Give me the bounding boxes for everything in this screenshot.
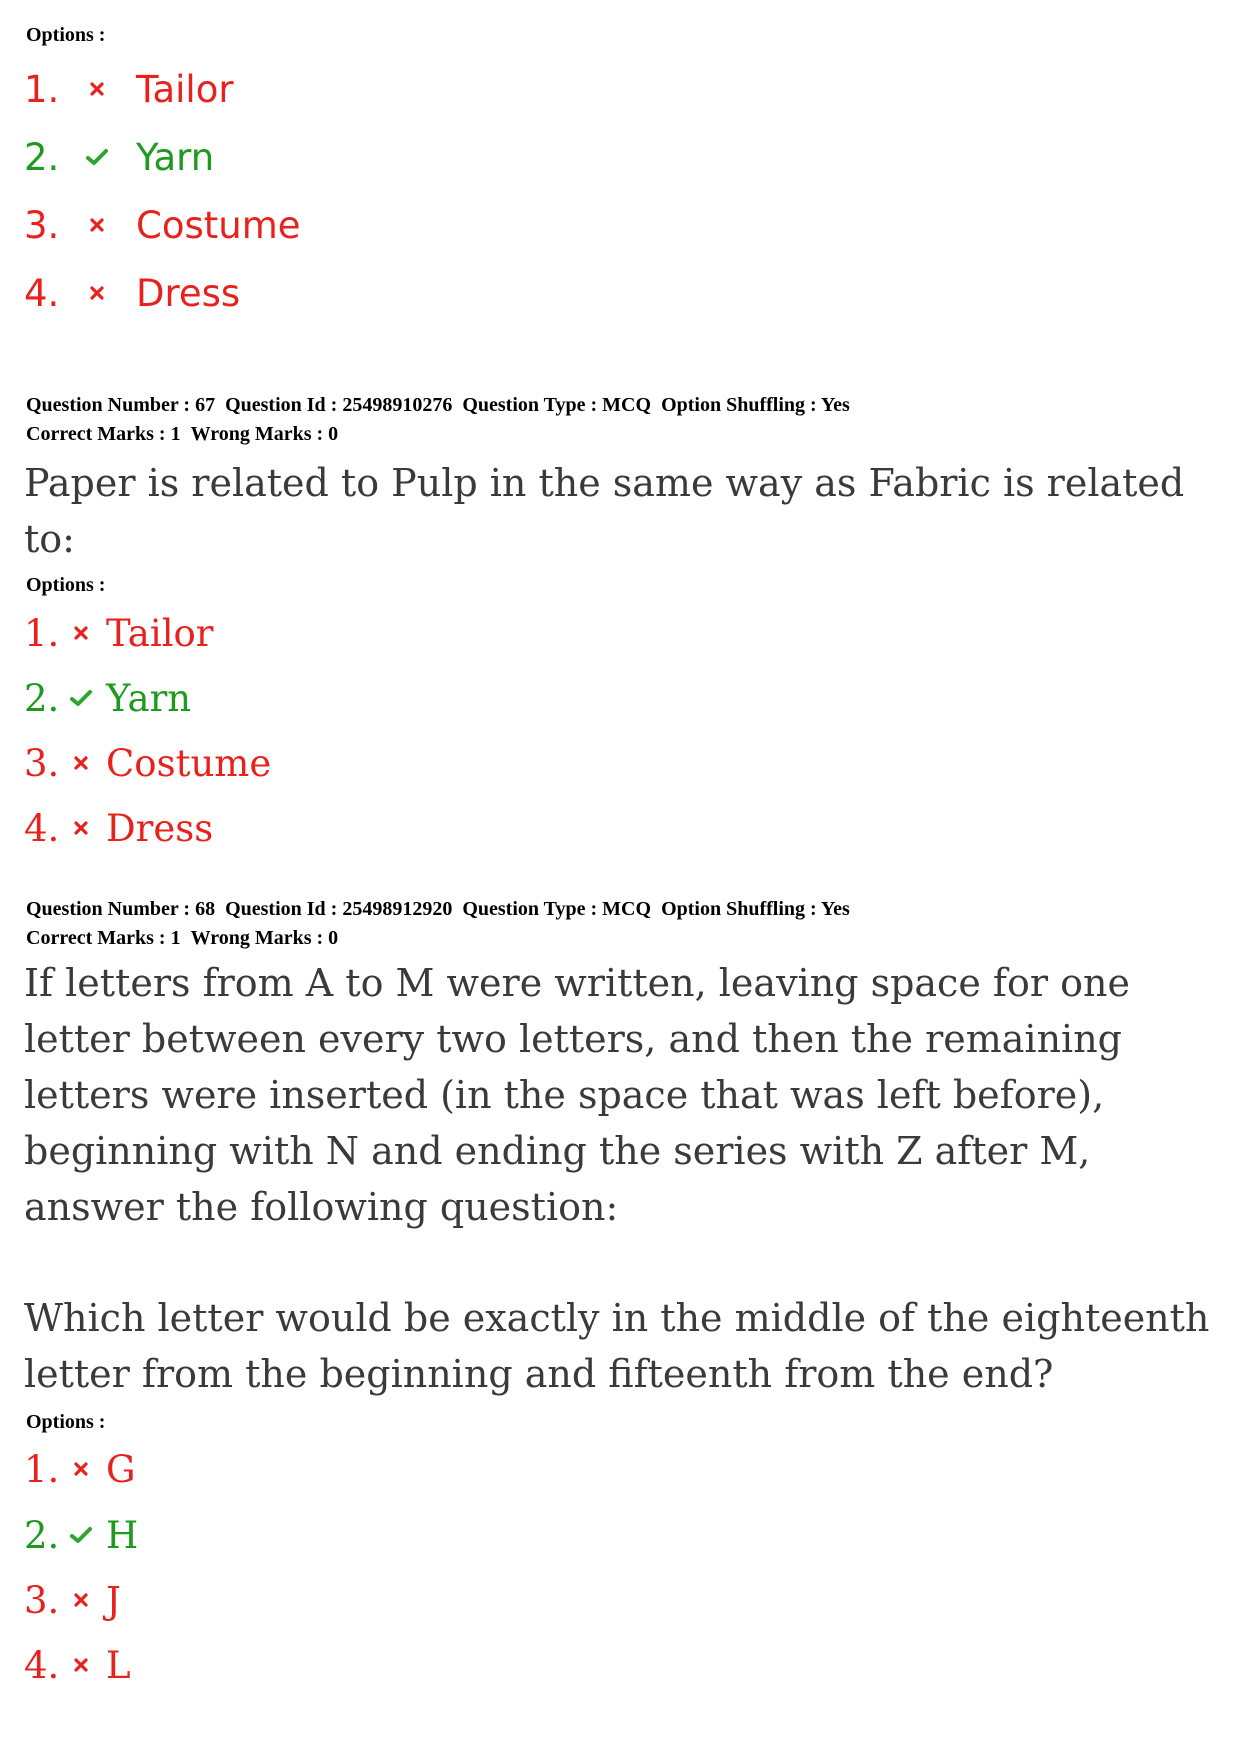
cross-icon <box>68 1593 94 1607</box>
option-shuffling: Option Shuffling : Yes <box>661 898 850 920</box>
question-text: Paper is related to Pulp in the same way as Fabric is related to: <box>24 461 1185 561</box>
option-number: 1. <box>24 67 60 111</box>
question-meta-line2 <box>26 423 348 446</box>
option-3 <box>24 738 271 788</box>
option-number: 4. <box>24 1643 60 1687</box>
option-1 <box>24 608 214 658</box>
option-text: H <box>106 1513 139 1557</box>
option-text: Dress <box>106 806 214 850</box>
option-4 <box>24 268 240 318</box>
cross-icon <box>68 821 94 835</box>
wrong-marks: Wrong Marks : 0 <box>190 423 339 445</box>
options-label: Options : <box>26 24 106 46</box>
correct-marks: Correct Marks : 1 <box>26 927 181 949</box>
option-2 <box>24 673 191 723</box>
option-text: Tailor <box>136 67 234 111</box>
option-text: G <box>106 1447 136 1491</box>
question-type: Question Type : MCQ <box>462 394 652 416</box>
question-id: Question Id : 25498910276 <box>225 394 453 416</box>
option-number: 4. <box>24 271 60 315</box>
question-id: Question Id : 25498912920 <box>225 898 453 920</box>
option-text: Yarn <box>136 135 215 179</box>
option-text: Yarn <box>106 676 192 720</box>
option-shuffling: Option Shuffling : Yes <box>661 394 850 416</box>
cross-icon <box>68 626 94 640</box>
option-1 <box>24 1444 136 1494</box>
question-text: If letters from A to M were written, leaving space for one letter between every two letters, and then the remaining letters were inserted (in the space that was left before), beginning with N and ending the series with Z after M, answer the following question: <box>24 961 1130 1229</box>
options-label: Options : <box>26 574 106 596</box>
option-2 <box>24 132 214 182</box>
question-meta-line1 <box>26 394 860 417</box>
option-number: 4. <box>24 806 60 850</box>
question-number: Question Number : 68 <box>26 898 216 920</box>
option-3 <box>24 1575 121 1625</box>
cross-icon <box>68 756 94 770</box>
cross-icon <box>68 1658 94 1672</box>
option-4 <box>24 803 213 853</box>
cross-icon <box>80 218 114 232</box>
option-number: 3. <box>24 203 60 247</box>
question-type: Question Type : MCQ <box>462 898 652 920</box>
option-number: 2. <box>24 135 60 179</box>
option-text: J <box>106 1578 121 1622</box>
correct-marks: Correct Marks : 1 <box>26 423 181 445</box>
question-meta-line1 <box>26 898 860 921</box>
option-text: Tailor <box>106 611 214 655</box>
option-text: L <box>106 1643 131 1687</box>
option-text: Costume <box>136 203 301 247</box>
option-number: 3. <box>24 741 60 785</box>
check-icon <box>68 689 94 707</box>
option-3 <box>24 200 301 250</box>
wrong-marks: Wrong Marks : 0 <box>190 927 339 949</box>
cross-icon <box>80 286 114 300</box>
cross-icon <box>80 82 114 96</box>
check-icon <box>68 1526 94 1544</box>
question-number: Question Number : 67 <box>26 394 216 416</box>
cross-icon <box>68 1462 94 1476</box>
question-meta-line2 <box>26 927 348 950</box>
option-1 <box>24 64 234 114</box>
option-number: 2. <box>24 1513 60 1557</box>
option-number: 1. <box>24 1447 60 1491</box>
option-text: Costume <box>106 741 272 785</box>
question-text: Which letter would be exactly in the middle of the eighteenth letter from the beginning and fifteenth from the end? <box>24 1296 1210 1396</box>
option-text: Dress <box>136 271 241 315</box>
option-number: 2. <box>24 676 60 720</box>
option-2 <box>24 1510 138 1560</box>
check-icon <box>80 148 114 166</box>
option-number: 1. <box>24 611 60 655</box>
option-number: 3. <box>24 1578 60 1622</box>
option-4 <box>24 1640 131 1690</box>
options-label: Options : <box>26 1411 106 1433</box>
